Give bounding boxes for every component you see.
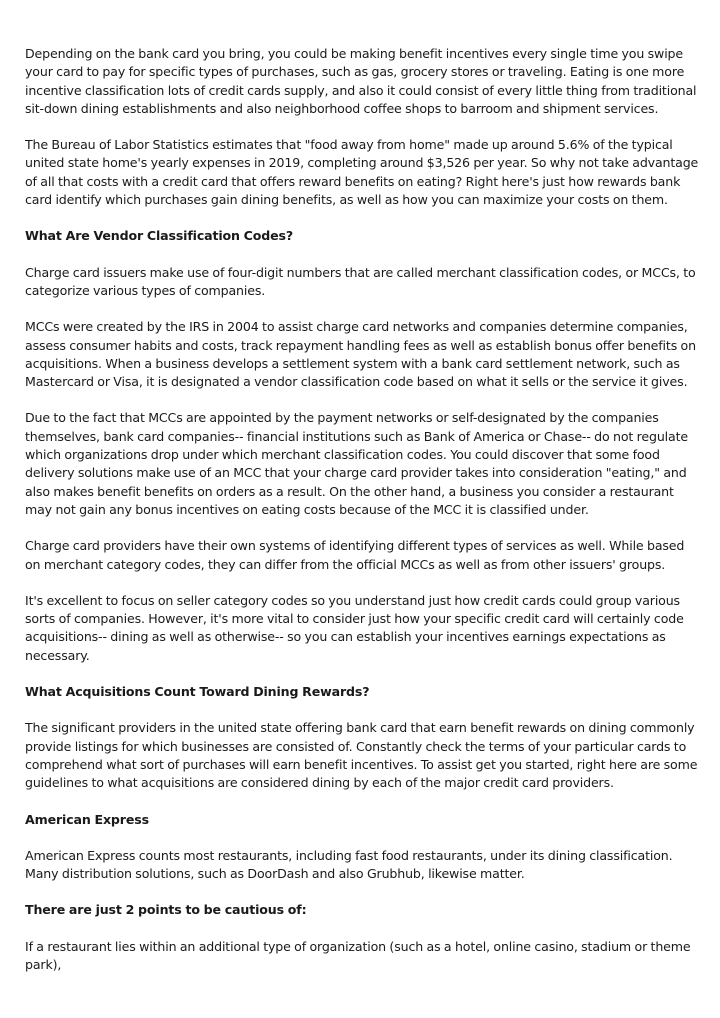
paragraph-provider-systems: Charge card providers have their own systems of identifying different types of services as well. While based on merchant category codes, they can differ from the official MCCs as well as from other issuers' groups. (25, 538, 685, 572)
heading-dining-rewards: What Acquisitions Count Toward Dining Rewards? (25, 684, 370, 700)
paragraph-labor-statistics: The Bureau of Labor Statistics estimates that "food away from home" made up around 5.6% of the typical united state home's yearly expenses in 2019, completing around $3,526 per year. So why not take advantage of all that costs with a credit card that offers reward benefits on eating? Right here's just how rewards bank card identify which purchases gain dining benefits, as well as how you can maximize your costs on them. (25, 137, 699, 208)
heading-cautions: There are just 2 points to be cautious of: (25, 902, 307, 918)
paragraph-intro: Depending on the bank card you bring, you could be making benefit incentives every single time you swipe your card to pay for specific types of purchases, such as gas, grocery stores or traveling. Eating is one more incentive classification lots of credit cards supply, and also it could consist of every little thing from traditional sit-down dining establishments and also neighborhood coffee shops to barroom and shipment services. (25, 46, 697, 116)
paragraph-amex-dining: American Express counts most restaurants, including fast food restaurants, under its dining classification. Many distribution solutions, such as DoorDash and also Grubhub, likewise matter. (25, 847, 673, 882)
heading-vendor-codes: What Are Vendor Classification Codes? (25, 228, 294, 244)
paragraph-major-providers: The significant providers in the united state offering bank card that earn benefit rewards on dining commonly provide listings for which businesses are consisted of. Constantly check the terms of your particular cards to comprehend what sort of purchases will earn benefit incentives. To assist get you started, right here are some guidelines to what acquisitions are considered dining by each of the major credit card providers. (25, 720, 698, 791)
paragraph-mcc-definition: Charge card issuers make use of four-digit numbers that are called merchant classification codes, or MCCs, to categorize various types of companies. (25, 264, 696, 298)
heading-american-express: American Express (25, 811, 149, 827)
paragraph-restaurant-location: If a restaurant lies within an additional type of organization (such as a hotel, online casino, stadium or theme park), (25, 938, 691, 972)
paragraph-mcc-assignment: Due to the fact that MCCs are appointed by the payment networks or self-designated by the companies themselves, bank card companies-- financial institutions such as Bank of America or Chase-- do not regulate which organizations drop under which merchant classification codes. You could discover that some food delivery solutions make use of an MCC that your charge card provider takes into consideration "eating," and also makes benefit benefits on orders as a result. On the other hand, a business you consider a restaurant may not gain any bonus incentives on eating costs because of the MCC it is classified under. (25, 410, 688, 517)
paragraph-focus-codes: It's excellent to focus on seller category codes so you understand just how credit cards could group various sorts of companies. However, it's more vital to consider just how your specific credit card will certainly code acquisitions-- dining as well as otherwise-- so you can establish your incentives earnings expectations as necessary. (25, 592, 684, 663)
article-body (25, 45, 701, 992)
paragraph-mcc-history: MCCs were created by the IRS in 2004 to assist charge card networks and companies determine companies, assess consumer habits and costs, track repayment handling fees as well as establish bonus offer benefits on acquisitions. When a business develops a settlement system with a bank card settlement network, such as Mastercard or Visa, it is designated a vendor classification code based on what it sells or the service it gives. (25, 319, 696, 390)
